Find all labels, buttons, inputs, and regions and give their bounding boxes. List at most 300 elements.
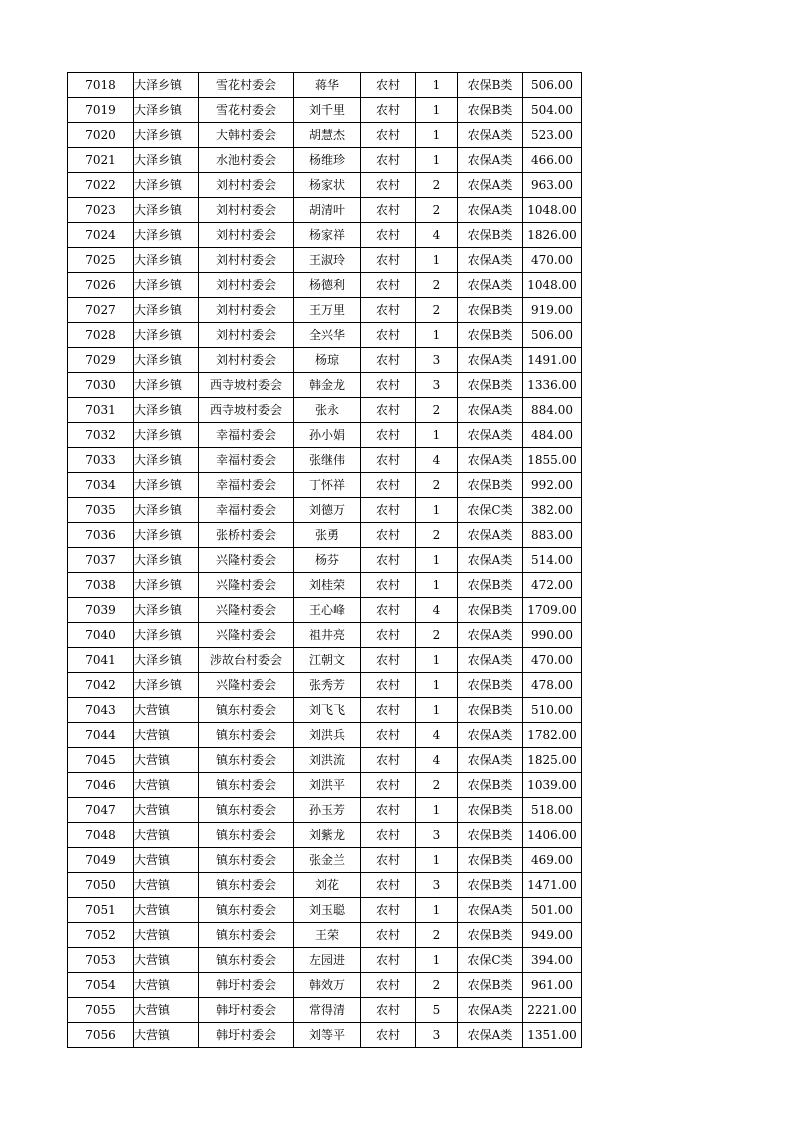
- member-count-cell: 3: [416, 1023, 458, 1048]
- insurance-category-cell: 农保A类: [458, 398, 523, 423]
- town-cell: 大营镇: [134, 798, 199, 823]
- town-cell: 大泽乡镇: [134, 148, 199, 173]
- household-type-cell: 农村: [361, 323, 416, 348]
- village-committee-cell: 涉故台村委会: [199, 648, 294, 673]
- town-cell: 大营镇: [134, 848, 199, 873]
- household-type-cell: 农村: [361, 748, 416, 773]
- amount-cell: 884.00: [523, 398, 582, 423]
- household-type-cell: 农村: [361, 273, 416, 298]
- town-cell: 大泽乡镇: [134, 223, 199, 248]
- member-count-cell: 1: [416, 423, 458, 448]
- person-name-cell: 孙玉芳: [294, 798, 361, 823]
- record-id-cell: 7029: [68, 348, 134, 373]
- village-committee-cell: 镇东村委会: [199, 948, 294, 973]
- town-cell: 大营镇: [134, 823, 199, 848]
- member-count-cell: 1: [416, 798, 458, 823]
- person-name-cell: 王荣: [294, 923, 361, 948]
- person-name-cell: 左园进: [294, 948, 361, 973]
- member-count-cell: 4: [416, 748, 458, 773]
- member-count-cell: 1: [416, 123, 458, 148]
- insurance-category-cell: 农保B类: [458, 298, 523, 323]
- person-name-cell: 刘桂荣: [294, 573, 361, 598]
- person-name-cell: 刘洪兵: [294, 723, 361, 748]
- table-row: [68, 648, 582, 673]
- household-type-cell: 农村: [361, 348, 416, 373]
- person-name-cell: 杨德利: [294, 273, 361, 298]
- insurance-category-cell: 农保B类: [458, 773, 523, 798]
- member-count-cell: 3: [416, 823, 458, 848]
- amount-cell: 1825.00: [523, 748, 582, 773]
- insurance-category-cell: 农保A类: [458, 623, 523, 648]
- amount-cell: 470.00: [523, 248, 582, 273]
- village-committee-cell: 韩圩村委会: [199, 998, 294, 1023]
- insurance-category-cell: 农保A类: [458, 148, 523, 173]
- person-name-cell: 张勇: [294, 523, 361, 548]
- member-count-cell: 2: [416, 173, 458, 198]
- member-count-cell: 3: [416, 373, 458, 398]
- insurance-category-cell: 农保B类: [458, 923, 523, 948]
- person-name-cell: 张秀芳: [294, 673, 361, 698]
- member-count-cell: 1: [416, 248, 458, 273]
- household-type-cell: 农村: [361, 398, 416, 423]
- member-count-cell: 2: [416, 923, 458, 948]
- amount-cell: 470.00: [523, 648, 582, 673]
- household-type-cell: 农村: [361, 948, 416, 973]
- record-id-cell: 7027: [68, 298, 134, 323]
- table-row: [68, 198, 582, 223]
- person-name-cell: 刘洪平: [294, 773, 361, 798]
- table-row: [68, 823, 582, 848]
- insurance-category-cell: 农保A类: [458, 748, 523, 773]
- amount-cell: 1491.00: [523, 348, 582, 373]
- village-committee-cell: 镇东村委会: [199, 823, 294, 848]
- household-type-cell: 农村: [361, 998, 416, 1023]
- household-type-cell: 农村: [361, 798, 416, 823]
- household-type-cell: 农村: [361, 198, 416, 223]
- town-cell: 大泽乡镇: [134, 73, 199, 98]
- household-type-cell: 农村: [361, 73, 416, 98]
- person-name-cell: 刘洪流: [294, 748, 361, 773]
- town-cell: 大营镇: [134, 773, 199, 798]
- household-type-cell: 农村: [361, 648, 416, 673]
- record-id-cell: 7025: [68, 248, 134, 273]
- insurance-category-cell: 农保A类: [458, 998, 523, 1023]
- table-row: [68, 998, 582, 1023]
- amount-cell: 990.00: [523, 623, 582, 648]
- record-id-cell: 7020: [68, 123, 134, 148]
- household-type-cell: 农村: [361, 623, 416, 648]
- insurance-category-cell: 农保A类: [458, 198, 523, 223]
- town-cell: 大泽乡镇: [134, 498, 199, 523]
- village-committee-cell: 幸福村委会: [199, 498, 294, 523]
- member-count-cell: 2: [416, 198, 458, 223]
- household-type-cell: 农村: [361, 173, 416, 198]
- table-row: [68, 223, 582, 248]
- village-committee-cell: 刘村村委会: [199, 323, 294, 348]
- record-id-cell: 7024: [68, 223, 134, 248]
- record-id-cell: 7026: [68, 273, 134, 298]
- insurance-category-cell: 农保A类: [458, 723, 523, 748]
- record-id-cell: 7040: [68, 623, 134, 648]
- insurance-category-cell: 农保B类: [458, 573, 523, 598]
- insurance-category-cell: 农保A类: [458, 523, 523, 548]
- person-name-cell: 刘紫龙: [294, 823, 361, 848]
- amount-cell: 949.00: [523, 923, 582, 948]
- household-type-cell: 农村: [361, 873, 416, 898]
- person-name-cell: 刘千里: [294, 98, 361, 123]
- table-body: [68, 73, 582, 1048]
- insurance-category-cell: 农保A类: [458, 248, 523, 273]
- insurance-category-cell: 农保A类: [458, 123, 523, 148]
- town-cell: 大泽乡镇: [134, 273, 199, 298]
- table-row: [68, 923, 582, 948]
- insurance-category-cell: 农保B类: [458, 598, 523, 623]
- record-id-cell: 7021: [68, 148, 134, 173]
- town-cell: 大营镇: [134, 698, 199, 723]
- village-committee-cell: 西寺坡村委会: [199, 373, 294, 398]
- table-row: [68, 898, 582, 923]
- household-type-cell: 农村: [361, 823, 416, 848]
- table-row: [68, 123, 582, 148]
- village-committee-cell: 大韩村委会: [199, 123, 294, 148]
- record-id-cell: 7051: [68, 898, 134, 923]
- record-id-cell: 7049: [68, 848, 134, 873]
- record-id-cell: 7038: [68, 573, 134, 598]
- village-committee-cell: 韩圩村委会: [199, 1023, 294, 1048]
- household-type-cell: 农村: [361, 473, 416, 498]
- member-count-cell: 4: [416, 723, 458, 748]
- household-type-cell: 农村: [361, 1023, 416, 1048]
- table-row: [68, 173, 582, 198]
- village-committee-cell: 张桥村委会: [199, 523, 294, 548]
- member-count-cell: 1: [416, 573, 458, 598]
- amount-cell: 1351.00: [523, 1023, 582, 1048]
- town-cell: 大营镇: [134, 723, 199, 748]
- record-id-cell: 7023: [68, 198, 134, 223]
- table-row: [68, 448, 582, 473]
- amount-cell: 506.00: [523, 323, 582, 348]
- member-count-cell: 2: [416, 973, 458, 998]
- village-committee-cell: 雪花村委会: [199, 98, 294, 123]
- amount-cell: 518.00: [523, 798, 582, 823]
- amount-cell: 1039.00: [523, 773, 582, 798]
- member-count-cell: 1: [416, 148, 458, 173]
- person-name-cell: 张继伟: [294, 448, 361, 473]
- person-name-cell: 胡清叶: [294, 198, 361, 223]
- household-type-cell: 农村: [361, 448, 416, 473]
- town-cell: 大营镇: [134, 973, 199, 998]
- insurance-category-cell: 农保C类: [458, 948, 523, 973]
- member-count-cell: 1: [416, 673, 458, 698]
- person-name-cell: 刘飞飞: [294, 698, 361, 723]
- record-id-cell: 7039: [68, 598, 134, 623]
- member-count-cell: 2: [416, 398, 458, 423]
- household-type-cell: 农村: [361, 973, 416, 998]
- member-count-cell: 1: [416, 98, 458, 123]
- town-cell: 大泽乡镇: [134, 173, 199, 198]
- table-row: [68, 773, 582, 798]
- village-committee-cell: 镇东村委会: [199, 848, 294, 873]
- table-row: [68, 798, 582, 823]
- village-committee-cell: 幸福村委会: [199, 448, 294, 473]
- town-cell: 大泽乡镇: [134, 623, 199, 648]
- person-name-cell: 刘等平: [294, 1023, 361, 1048]
- table-row: [68, 398, 582, 423]
- person-name-cell: 蒋华: [294, 73, 361, 98]
- table-row: [68, 298, 582, 323]
- town-cell: 大泽乡镇: [134, 648, 199, 673]
- table-row: [68, 723, 582, 748]
- town-cell: 大泽乡镇: [134, 348, 199, 373]
- amount-cell: 1471.00: [523, 873, 582, 898]
- person-name-cell: 张永: [294, 398, 361, 423]
- household-type-cell: 农村: [361, 373, 416, 398]
- table-row: [68, 348, 582, 373]
- insurance-category-cell: 农保B类: [458, 973, 523, 998]
- record-id-cell: 7047: [68, 798, 134, 823]
- member-count-cell: 4: [416, 223, 458, 248]
- member-count-cell: 5: [416, 998, 458, 1023]
- person-name-cell: 全兴华: [294, 323, 361, 348]
- household-type-cell: 农村: [361, 773, 416, 798]
- village-committee-cell: 刘村村委会: [199, 248, 294, 273]
- record-id-cell: 7035: [68, 498, 134, 523]
- record-id-cell: 7030: [68, 373, 134, 398]
- village-committee-cell: 镇东村委会: [199, 873, 294, 898]
- table-row: [68, 498, 582, 523]
- amount-cell: 1336.00: [523, 373, 582, 398]
- member-count-cell: 1: [416, 648, 458, 673]
- amount-cell: 1826.00: [523, 223, 582, 248]
- household-type-cell: 农村: [361, 498, 416, 523]
- town-cell: 大泽乡镇: [134, 298, 199, 323]
- person-name-cell: 刘德万: [294, 498, 361, 523]
- village-committee-cell: 镇东村委会: [199, 748, 294, 773]
- village-committee-cell: 幸福村委会: [199, 473, 294, 498]
- member-count-cell: 1: [416, 323, 458, 348]
- amount-cell: 469.00: [523, 848, 582, 873]
- insurance-category-cell: 农保B类: [458, 73, 523, 98]
- person-name-cell: 王心峰: [294, 598, 361, 623]
- member-count-cell: 2: [416, 523, 458, 548]
- village-committee-cell: 韩圩村委会: [199, 973, 294, 998]
- record-id-cell: 7050: [68, 873, 134, 898]
- household-type-cell: 农村: [361, 423, 416, 448]
- table-row: [68, 273, 582, 298]
- table-row: [68, 248, 582, 273]
- insurance-category-cell: 农保A类: [458, 648, 523, 673]
- person-name-cell: 杨家状: [294, 173, 361, 198]
- village-committee-cell: 镇东村委会: [199, 923, 294, 948]
- record-id-cell: 7054: [68, 973, 134, 998]
- record-id-cell: 7028: [68, 323, 134, 348]
- insurance-category-cell: 农保A类: [458, 348, 523, 373]
- town-cell: 大泽乡镇: [134, 673, 199, 698]
- table-row: [68, 973, 582, 998]
- insurance-category-cell: 农保A类: [458, 423, 523, 448]
- record-id-cell: 7031: [68, 398, 134, 423]
- household-type-cell: 农村: [361, 673, 416, 698]
- household-type-cell: 农村: [361, 698, 416, 723]
- person-name-cell: 韩金龙: [294, 373, 361, 398]
- record-id-cell: 7053: [68, 948, 134, 973]
- record-id-cell: 7056: [68, 1023, 134, 1048]
- table-row: [68, 848, 582, 873]
- amount-cell: 883.00: [523, 523, 582, 548]
- insurance-category-cell: 农保B类: [458, 673, 523, 698]
- village-committee-cell: 幸福村委会: [199, 423, 294, 448]
- household-type-cell: 农村: [361, 98, 416, 123]
- person-name-cell: 韩效万: [294, 973, 361, 998]
- amount-cell: 1782.00: [523, 723, 582, 748]
- person-name-cell: 祖井亮: [294, 623, 361, 648]
- town-cell: 大营镇: [134, 998, 199, 1023]
- table-row: [68, 73, 582, 98]
- table-row: [68, 598, 582, 623]
- member-count-cell: 1: [416, 948, 458, 973]
- household-type-cell: 农村: [361, 523, 416, 548]
- amount-cell: 963.00: [523, 173, 582, 198]
- amount-cell: 1406.00: [523, 823, 582, 848]
- town-cell: 大泽乡镇: [134, 323, 199, 348]
- household-type-cell: 农村: [361, 598, 416, 623]
- insurance-category-cell: 农保B类: [458, 98, 523, 123]
- insurance-category-cell: 农保B类: [458, 323, 523, 348]
- town-cell: 大泽乡镇: [134, 473, 199, 498]
- household-type-cell: 农村: [361, 848, 416, 873]
- table-row: [68, 948, 582, 973]
- record-id-cell: 7052: [68, 923, 134, 948]
- record-id-cell: 7042: [68, 673, 134, 698]
- person-name-cell: 胡慧杰: [294, 123, 361, 148]
- record-id-cell: 7048: [68, 823, 134, 848]
- town-cell: 大营镇: [134, 948, 199, 973]
- member-count-cell: 1: [416, 73, 458, 98]
- member-count-cell: 2: [416, 298, 458, 323]
- person-name-cell: 丁怀祥: [294, 473, 361, 498]
- town-cell: 大泽乡镇: [134, 98, 199, 123]
- member-count-cell: 2: [416, 273, 458, 298]
- member-count-cell: 2: [416, 623, 458, 648]
- record-id-cell: 7019: [68, 98, 134, 123]
- record-id-cell: 7037: [68, 548, 134, 573]
- data-table: [67, 72, 582, 1048]
- town-cell: 大泽乡镇: [134, 198, 199, 223]
- insurance-category-cell: 农保B类: [458, 373, 523, 398]
- household-type-cell: 农村: [361, 723, 416, 748]
- amount-cell: 466.00: [523, 148, 582, 173]
- town-cell: 大泽乡镇: [134, 448, 199, 473]
- amount-cell: 1855.00: [523, 448, 582, 473]
- record-id-cell: 7043: [68, 698, 134, 723]
- insurance-category-cell: 农保A类: [458, 1023, 523, 1048]
- household-type-cell: 农村: [361, 923, 416, 948]
- record-id-cell: 7044: [68, 723, 134, 748]
- record-id-cell: 7046: [68, 773, 134, 798]
- amount-cell: 506.00: [523, 73, 582, 98]
- member-count-cell: 4: [416, 448, 458, 473]
- record-id-cell: 7036: [68, 523, 134, 548]
- household-type-cell: 农村: [361, 298, 416, 323]
- village-committee-cell: 水池村委会: [199, 148, 294, 173]
- record-id-cell: 7018: [68, 73, 134, 98]
- record-id-cell: 7033: [68, 448, 134, 473]
- table-row: [68, 423, 582, 448]
- village-committee-cell: 刘村村委会: [199, 298, 294, 323]
- insurance-category-cell: 农保A类: [458, 173, 523, 198]
- table-row: [68, 673, 582, 698]
- table-row: [68, 698, 582, 723]
- member-count-cell: 4: [416, 598, 458, 623]
- amount-cell: 514.00: [523, 548, 582, 573]
- amount-cell: 1048.00: [523, 198, 582, 223]
- household-type-cell: 农村: [361, 223, 416, 248]
- insurance-category-cell: 农保A类: [458, 273, 523, 298]
- village-committee-cell: 雪花村委会: [199, 73, 294, 98]
- person-name-cell: 杨家祥: [294, 223, 361, 248]
- insurance-category-cell: 农保A类: [458, 448, 523, 473]
- amount-cell: 510.00: [523, 698, 582, 723]
- household-type-cell: 农村: [361, 548, 416, 573]
- member-count-cell: 1: [416, 498, 458, 523]
- town-cell: 大泽乡镇: [134, 548, 199, 573]
- household-type-cell: 农村: [361, 898, 416, 923]
- amount-cell: 523.00: [523, 123, 582, 148]
- record-id-cell: 7034: [68, 473, 134, 498]
- town-cell: 大泽乡镇: [134, 248, 199, 273]
- village-committee-cell: 刘村村委会: [199, 273, 294, 298]
- member-count-cell: 1: [416, 698, 458, 723]
- town-cell: 大泽乡镇: [134, 598, 199, 623]
- amount-cell: 504.00: [523, 98, 582, 123]
- person-name-cell: 江朝文: [294, 648, 361, 673]
- member-count-cell: 3: [416, 348, 458, 373]
- table-row: [68, 1023, 582, 1048]
- insurance-category-cell: 农保B类: [458, 873, 523, 898]
- village-committee-cell: 兴隆村委会: [199, 598, 294, 623]
- person-name-cell: 孙小娟: [294, 423, 361, 448]
- amount-cell: 2221.00: [523, 998, 582, 1023]
- town-cell: 大营镇: [134, 923, 199, 948]
- insurance-category-cell: 农保B类: [458, 698, 523, 723]
- table-row: [68, 98, 582, 123]
- household-type-cell: 农村: [361, 123, 416, 148]
- member-count-cell: 1: [416, 898, 458, 923]
- village-committee-cell: 刘村村委会: [199, 173, 294, 198]
- member-count-cell: 2: [416, 473, 458, 498]
- member-count-cell: 3: [416, 873, 458, 898]
- household-type-cell: 农村: [361, 248, 416, 273]
- person-name-cell: 常得清: [294, 998, 361, 1023]
- village-committee-cell: 镇东村委会: [199, 798, 294, 823]
- town-cell: 大营镇: [134, 873, 199, 898]
- insurance-category-cell: 农保A类: [458, 548, 523, 573]
- insurance-category-cell: 农保B类: [458, 473, 523, 498]
- amount-cell: 1709.00: [523, 598, 582, 623]
- amount-cell: 484.00: [523, 423, 582, 448]
- table-row: [68, 148, 582, 173]
- member-count-cell: 1: [416, 848, 458, 873]
- table-row: [68, 473, 582, 498]
- village-committee-cell: 刘村村委会: [199, 348, 294, 373]
- table-row: [68, 523, 582, 548]
- village-committee-cell: 刘村村委会: [199, 223, 294, 248]
- person-name-cell: 杨芬: [294, 548, 361, 573]
- village-committee-cell: 镇东村委会: [199, 698, 294, 723]
- town-cell: 大泽乡镇: [134, 573, 199, 598]
- person-name-cell: 王万里: [294, 298, 361, 323]
- village-committee-cell: 兴隆村委会: [199, 548, 294, 573]
